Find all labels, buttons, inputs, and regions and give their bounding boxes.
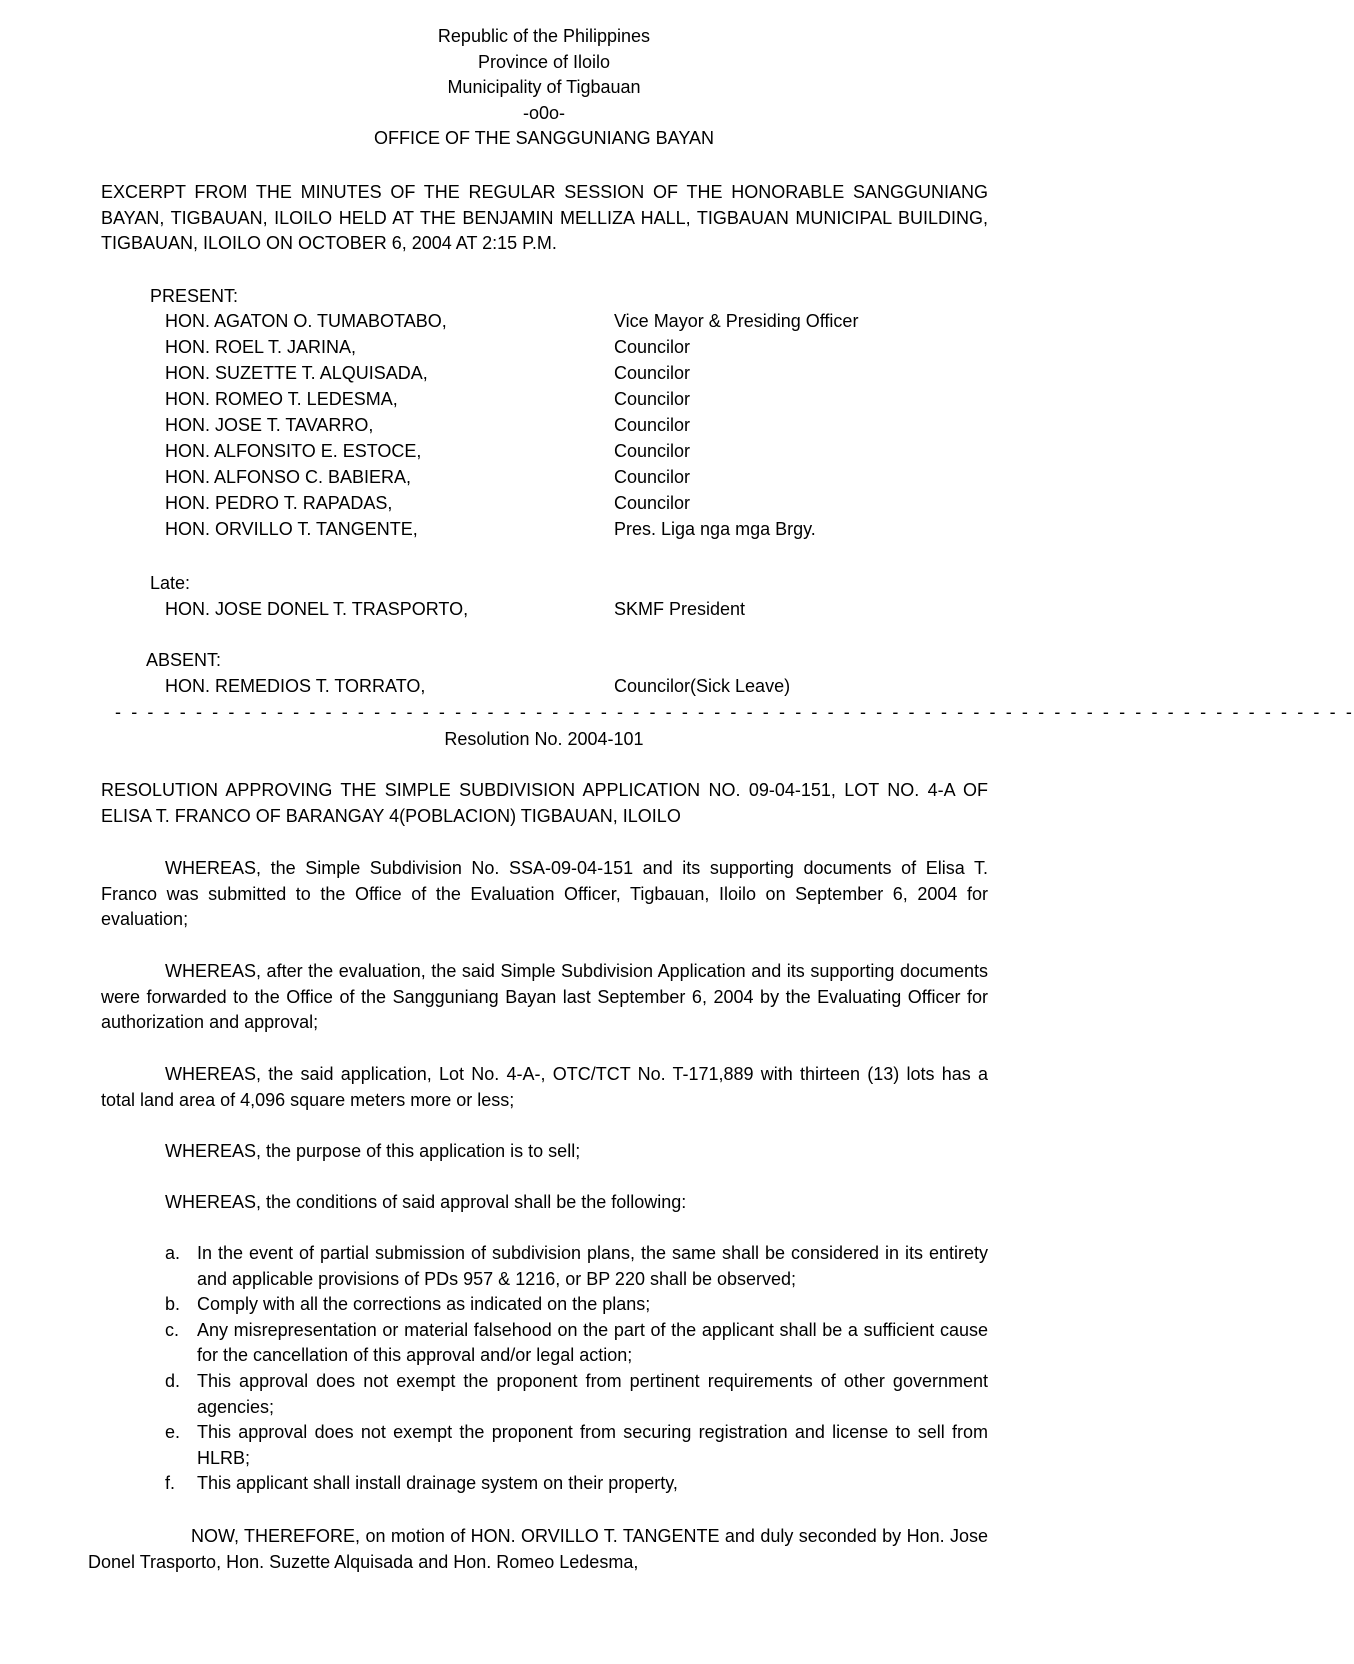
- condition-marker: f.: [165, 1473, 176, 1494]
- member-role: Councilor: [614, 493, 691, 513]
- member-name: HON. ROMEO T. LEDESMA,: [165, 389, 398, 409]
- excerpt-paragraph: EXCERPT FROM THE MINUTES OF THE REGULAR SESSION OF THE HONORABLE SANGGUNIANG BAYAN, TIGBAUAN, ILOILO HELD AT THE BENJAMIN MELLIZA HALL, TIGBAUAN MUNICIPAL BUILDING, TIGBAUAN, ILOILO ON OCTOBER 6, 2004 AT 2:15 P.M.: [101, 182, 988, 254]
- condition-item: [101, 1318, 988, 1369]
- letterhead: [0, 24, 1088, 152]
- condition-text: This approval does not exempt the proponent from pertinent requirements of other government agencies;: [197, 1370, 988, 1417]
- condition-text: This approval does not exempt the proponent from securing registration and license to sell from HLRB;: [197, 1422, 988, 1468]
- whereas-clause: WHEREAS, the Simple Subdivision No. SSA-09-04-151 and its supporting documents of Elisa T. Franco was submitted to the Office of the Evaluation Officer, Tigbauan, Iloilo on September 6, 2004 for evaluation;: [101, 858, 988, 930]
- late-member-name: HON. JOSE DONEL T. TRASPORTO,: [165, 599, 469, 619]
- whereas-clause: WHEREAS, after the evaluation, the said Simple Subdivision Application and its supporting documents were forwarded to the Office of the Sangguniang Bayan last September 6, 2004 by the Evaluating Officer for authorization and approval;: [101, 961, 988, 1033]
- member-name: HON. ALFONSITO E. ESTOCE,: [165, 441, 422, 461]
- condition-marker: c.: [165, 1319, 180, 1340]
- header-municipality: Municipality of Tigbauan: [447, 77, 641, 98]
- condition-item: [101, 1241, 988, 1292]
- section-divider: - - - - - - - - - - - - - - - - - - - - - - - - - - - - - - - - - - - - - - - - - - - - - - - - - - - - - - - - - - - - - - - - - - - - - - - - - - - - -: [115, 702, 1354, 722]
- condition-item: [101, 1292, 988, 1318]
- member-name: HON. JOSE T. TAVARRO,: [165, 415, 374, 435]
- condition-text: Comply with all the corrections as indicated on the plans;: [197, 1294, 651, 1315]
- condition-marker: d.: [165, 1370, 181, 1391]
- resolution-title: RESOLUTION APPROVING THE SIMPLE SUBDIVISION APPLICATION NO. 09-04-151, LOT NO. 4-A OF ELISA T. FRANCO OF BARANGAY 4(POBLACION) TIGBAUAN, ILOILO: [101, 780, 988, 826]
- header-separator: -o0o-: [522, 102, 566, 123]
- condition-item: [101, 1369, 988, 1420]
- resolution-number: Resolution No. 2004-101: [444, 729, 644, 749]
- condition-marker: b.: [165, 1294, 181, 1315]
- member-name: HON. ROEL T. JARINA,: [165, 337, 357, 357]
- absent-label: ABSENT:: [146, 650, 222, 670]
- whereas-clause: WHEREAS, the conditions of said approval shall be the following:: [165, 1192, 687, 1212]
- member-role: Councilor: [614, 415, 691, 435]
- header-country: Republic of the Philippines: [437, 26, 651, 46]
- member-name: HON. PEDRO T. RAPADAS,: [165, 493, 393, 513]
- member-name: HON. ALFONSO C. BABIERA,: [165, 467, 412, 487]
- absent-member-name: HON. REMEDIOS T. TORRATO,: [165, 676, 426, 696]
- conditions-list: [101, 1241, 988, 1497]
- member-role: Pres. Liga nga mga Brgy.: [614, 519, 816, 539]
- condition-marker: e.: [165, 1422, 181, 1443]
- condition-marker: a.: [165, 1243, 181, 1263]
- condition-item: [101, 1471, 988, 1497]
- member-name: HON. SUZETTE T. ALQUISADA,: [165, 363, 428, 383]
- member-role: Councilor: [614, 363, 691, 383]
- now-therefore-clause: NOW, THEREFORE, on motion of HON. ORVILLO T. TANGENTE and duly seconded by Hon. Jose Donel Trasporto, Hon. Suzette Alquisada and Hon. Romeo Ledesma,: [88, 1526, 988, 1572]
- member-role: Vice Mayor & Presiding Officer: [614, 311, 859, 331]
- member-name: HON. ORVILLO T. TANGENTE,: [165, 519, 418, 539]
- absent-member-role: Councilor(Sick Leave): [614, 676, 791, 696]
- whereas-clause: WHEREAS, the said application, Lot No. 4-A-, OTC/TCT No. T-171,889 with thirteen (13) lots has a total land area of 4,096 square meters more or less;: [101, 1064, 988, 1110]
- header-office: OFFICE OF THE SANGGUNIANG BAYAN: [373, 128, 715, 149]
- member-role: Councilor: [614, 441, 691, 461]
- member-role: Councilor: [614, 389, 691, 409]
- late-label: Late:: [150, 573, 191, 593]
- condition-text: This applicant shall install drainage system on their property,: [197, 1473, 678, 1494]
- condition-text: Any misrepresentation or material falsehood on the part of the applicant shall be a sufficient cause for the cancellation of this approval and/or legal action;: [197, 1319, 988, 1366]
- member-name: HON. AGATON O. TUMABOTABO,: [165, 311, 447, 331]
- whereas-clause: WHEREAS, the purpose of this application is to sell;: [165, 1141, 581, 1161]
- condition-text: In the event of partial submission of subdivision plans, the same shall be considered in its entirety and applicable provisions of PDs 957 & 1216, or BP 220 shall be observed;: [197, 1243, 988, 1289]
- member-role: Councilor: [614, 337, 691, 357]
- condition-item: [101, 1420, 988, 1471]
- header-province: Province of Iloilo: [477, 51, 611, 72]
- late-member-role: SKMF President: [614, 599, 746, 619]
- present-label: PRESENT:: [150, 286, 239, 306]
- member-role: Councilor: [614, 467, 691, 487]
